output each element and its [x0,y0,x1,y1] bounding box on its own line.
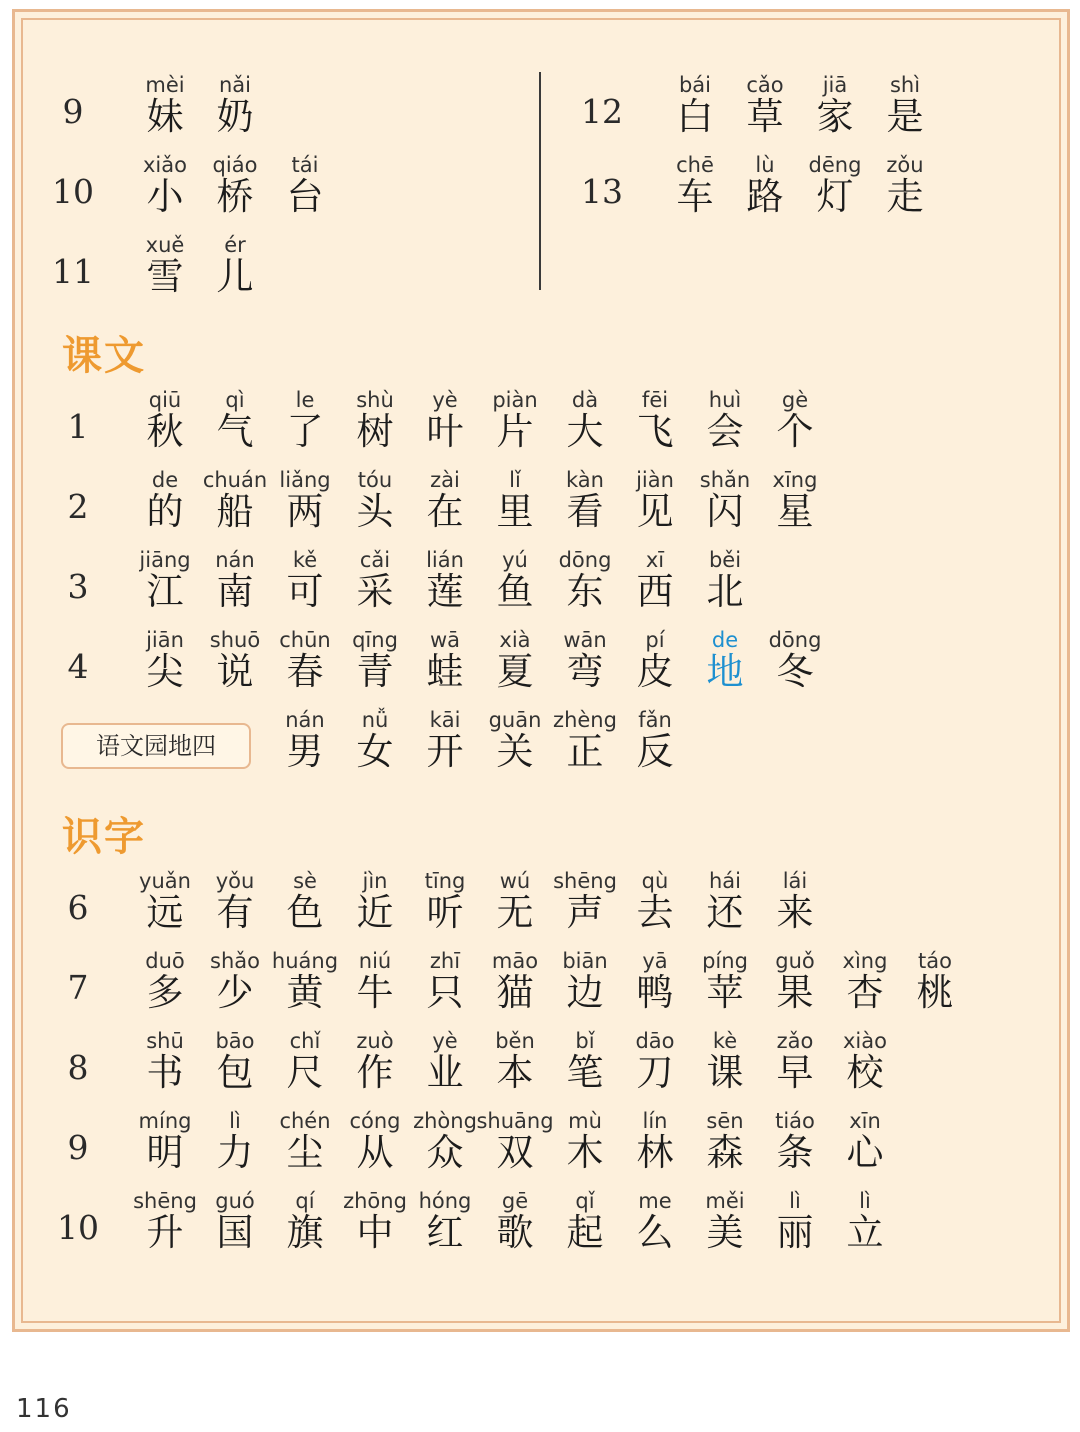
hanzi: 小 [146,175,184,218]
pinyin: de [711,628,739,652]
pinyin: yǒu [215,869,255,893]
hanzi: 白 [676,95,714,138]
hanzi: 尺 [286,1051,324,1094]
pinyin: tīng [424,869,466,893]
hanzi: 心 [846,1131,884,1174]
pinyin: pí [645,628,665,652]
pinyin: zǎo [776,1029,814,1053]
pinyin: lián [426,548,464,572]
lesson-row [0,152,530,232]
lesson-row [0,387,1000,467]
hanzi: 旗 [286,1211,324,1254]
pinyin: gē [501,1189,529,1213]
hanzi: 条 [776,1131,814,1174]
hanzi: 听 [426,891,464,934]
lesson-row [0,868,1000,948]
char-cell [690,547,760,627]
pinyin: wā [429,628,461,652]
lesson-row [0,948,1000,1028]
lesson-number: 9 [67,1128,89,1167]
hanzi: 大 [566,410,604,453]
hanzi: 走 [886,175,924,218]
pinyin: māo [491,949,539,973]
pinyin: dōng [558,548,612,572]
pinyin: tóu [357,468,393,492]
hanzi: 起 [566,1211,604,1254]
hanzi: 星 [776,490,814,533]
char-cell [760,387,830,467]
pinyin: dà [571,388,599,412]
pinyin: nǚ [361,708,389,732]
hanzi: 色 [286,891,324,934]
pinyin: yè [432,388,458,412]
pinyin: sè [293,869,317,893]
pinyin: zhèng [553,708,617,732]
pinyin: shuāng [476,1109,554,1133]
char-cell [620,707,690,787]
pinyin: xī [645,548,665,572]
hanzi: 男 [286,730,324,773]
pinyin: shēng [553,869,617,893]
lesson-number: 4 [67,647,89,686]
hanzi: 木 [566,1131,604,1174]
hanzi: 书 [146,1051,184,1094]
pinyin: jiā [822,73,848,97]
char-cell [760,627,830,707]
hanzi: 奶 [216,95,254,138]
lesson-row [560,72,980,152]
pinyin: fǎn [638,708,672,732]
lesson-row [0,547,1000,627]
pinyin: jiāng [139,548,191,572]
pinyin: yè [432,1029,458,1053]
hanzi: 有 [216,891,254,934]
hanzi: 春 [286,650,324,693]
pinyin: yuǎn [139,869,191,893]
hanzi: 苹 [706,971,744,1014]
pinyin: guān [488,708,542,732]
hanzi: 闪 [706,490,744,533]
lesson-row [0,72,530,152]
pinyin: huáng [271,949,339,973]
hanzi: 美 [706,1211,744,1254]
char-cell [900,948,970,1028]
hanzi: 可 [286,570,324,613]
pinyin: zuò [356,1029,394,1053]
hanzi: 杏 [846,971,884,1014]
hanzi: 升 [146,1211,184,1254]
pinyin: mèi [145,73,185,97]
pinyin: shǎo [210,949,260,973]
pinyin: qiáo [212,153,258,177]
char-cell [830,1188,900,1268]
pinyin: biān [562,949,608,973]
hanzi: 西 [636,570,674,613]
pinyin: ér [224,233,246,257]
char-cell [870,72,940,152]
pinyin: zài [430,468,460,492]
yuwen-yuandi-tag: 语文园地四 [61,723,251,769]
lesson-number: 10 [52,172,94,211]
lesson-row [0,232,530,312]
pinyin: kě [292,548,318,572]
pinyin: xìng [842,949,888,973]
hanzi: 国 [216,1211,254,1254]
pinyin: nán [215,548,255,572]
hanzi: 尘 [286,1131,324,1174]
pinyin: táo [918,949,952,973]
lesson-number: 2 [67,487,89,526]
lesson-row [560,152,980,232]
pinyin: dāo [635,1029,675,1053]
pinyin: chén [279,1109,331,1133]
pinyin: kàn [566,468,604,492]
pinyin: jiàn [636,468,674,492]
hanzi: 么 [636,1211,674,1254]
pinyin: měi [705,1189,745,1213]
hanzi: 家 [816,95,854,138]
pinyin: bāo [215,1029,255,1053]
pinyin: xià [499,628,531,652]
hanzi: 无 [496,891,534,934]
lesson-number: 12 [581,92,623,131]
pinyin: zhòng [413,1109,477,1133]
hanzi: 叶 [426,410,464,453]
pinyin: cóng [349,1109,401,1133]
lesson-number: 10 [57,1208,99,1247]
pinyin: jìn [362,869,388,893]
hanzi: 片 [496,410,534,453]
hanzi: 两 [286,490,324,533]
hanzi: 见 [636,490,674,533]
lesson-row [0,1028,1000,1108]
hanzi: 中 [356,1211,394,1254]
hanzi: 红 [426,1211,464,1254]
pinyin: shuō [209,628,261,652]
hanzi: 皮 [636,650,674,693]
hanzi: 反 [636,730,674,773]
pinyin: wú [499,869,531,893]
pinyin: zhōng [343,1189,407,1213]
hanzi: 秋 [146,410,184,453]
pinyin: tái [291,153,319,177]
pinyin: chūn [279,628,331,652]
hanzi: 笔 [566,1051,604,1094]
hanzi: 去 [636,891,674,934]
pinyin: hái [708,869,741,893]
pinyin: qīng [352,628,398,652]
pinyin: qí [295,1189,315,1213]
hanzi: 牛 [356,971,394,1014]
pinyin: lín [642,1109,668,1133]
pinyin: wān [563,628,607,652]
hanzi: 青 [356,650,394,693]
hanzi: 森 [706,1131,744,1174]
hanzi: 雪 [146,255,184,298]
hanzi: 地 [706,650,744,693]
pinyin: lái [782,869,808,893]
hanzi: 里 [496,490,534,533]
hanzi: 果 [776,971,814,1014]
lesson-number: 1 [67,407,89,446]
hanzi: 包 [216,1051,254,1094]
hanzi: 早 [776,1051,814,1094]
hanzi: 猫 [496,971,534,1014]
hanzi: 冬 [776,650,814,693]
pinyin: qǐ [575,1189,595,1213]
char-cell [830,1108,900,1188]
pinyin: sēn [706,1109,744,1133]
pinyin: gè [781,388,809,412]
char-cell [760,467,830,547]
pinyin: qù [641,869,669,893]
hanzi: 说 [216,650,254,693]
pinyin: hóng [418,1189,472,1213]
char-cell [760,868,830,948]
hanzi: 课 [706,1051,744,1094]
pinyin: niú [358,949,392,973]
hanzi: 灯 [816,175,854,218]
hanzi: 采 [356,570,394,613]
section-title-kewen: 课文 [62,333,146,379]
pinyin: me [638,1189,672,1213]
pinyin: míng [138,1109,192,1133]
hanzi: 妹 [146,95,184,138]
hanzi: 多 [146,971,184,1014]
hanzi: 尖 [146,650,184,693]
hanzi: 桃 [916,971,954,1014]
lesson-row [0,1188,1000,1268]
pinyin: nǎi [218,73,251,97]
hanzi: 北 [706,570,744,613]
hanzi: 从 [356,1131,394,1174]
hanzi: 只 [426,971,464,1014]
pinyin: kè [712,1029,738,1053]
hanzi: 关 [496,730,534,773]
hanzi: 看 [566,490,604,533]
lesson-row [0,467,1000,547]
hanzi: 桥 [216,175,254,218]
pinyin: nán [285,708,325,732]
hanzi: 开 [426,730,464,773]
pinyin: guǒ [775,949,815,973]
hanzi: 明 [146,1131,184,1174]
pinyin: xīn [849,1109,881,1133]
pinyin: shì [889,73,921,97]
hanzi: 林 [636,1131,674,1174]
lesson-number: 3 [67,567,89,606]
hanzi: 刀 [636,1051,674,1094]
hanzi: 歌 [496,1211,534,1254]
pinyin: huì [708,388,742,412]
page-number: 116 [16,1394,72,1424]
hanzi: 本 [496,1051,534,1094]
hanzi: 还 [706,891,744,934]
hanzi: 鸭 [636,971,674,1014]
pinyin: kāi [429,708,461,732]
pinyin: xuě [145,233,185,257]
pinyin: shēng [133,1189,197,1213]
hanzi: 的 [146,490,184,533]
hanzi: 蛙 [426,650,464,693]
pinyin: fēi [641,388,669,412]
pinyin: lǐ [509,468,521,492]
char-cell [830,1028,900,1108]
hanzi: 鱼 [496,570,534,613]
pinyin: guó [215,1189,255,1213]
pinyin: cǎi [359,548,391,572]
hanzi: 树 [356,410,394,453]
hanzi: 东 [566,570,604,613]
pinyin: chuán [202,468,268,492]
hanzi: 会 [706,410,744,453]
hanzi: 车 [676,175,714,218]
pinyin: qì [225,388,245,412]
pinyin: shǎn [699,468,751,492]
pinyin: lì [229,1109,241,1133]
hanzi: 声 [566,891,604,934]
pinyin: shù [356,388,394,412]
lesson-number: 13 [581,172,623,211]
pinyin: lì [789,1189,801,1213]
pinyin: zǒu [886,153,924,177]
char-cell [200,232,270,312]
pinyin: cǎo [746,73,784,97]
pinyin: xiào [843,1029,887,1053]
lesson-row [0,1108,1000,1188]
hanzi: 是 [886,95,924,138]
hanzi: 夏 [496,650,534,693]
lesson-number: 7 [67,968,89,1007]
pinyin: běn [495,1029,535,1053]
char-cell [870,152,940,232]
pinyin: yā [642,949,668,973]
column-divider [539,72,541,290]
hanzi: 近 [356,891,394,934]
hanzi: 双 [496,1131,534,1174]
pinyin: chǐ [289,1029,321,1053]
hanzi: 来 [776,891,814,934]
pinyin: yú [502,548,528,572]
lesson-number: 11 [52,252,94,291]
hanzi: 在 [426,490,464,533]
hanzi: 船 [216,490,254,533]
hanzi: 力 [216,1131,254,1174]
hanzi: 弯 [566,650,604,693]
hanzi: 气 [216,410,254,453]
hanzi: 台 [286,175,324,218]
hanzi: 远 [146,891,184,934]
lesson-row [0,707,1000,787]
pinyin: shū [146,1029,184,1053]
pinyin: dēng [808,153,862,177]
hanzi: 了 [286,410,324,453]
hanzi: 正 [566,730,604,773]
pinyin: de [151,468,179,492]
hanzi: 江 [146,570,184,613]
pinyin: xīng [772,468,818,492]
pinyin: xiǎo [143,153,187,177]
hanzi: 立 [846,1211,884,1254]
pinyin: liǎng [279,468,331,492]
pinyin: dōng [768,628,822,652]
pinyin: duō [145,949,185,973]
pinyin: bǐ [575,1029,595,1053]
pinyin: tiáo [775,1109,815,1133]
pinyin: lù [755,153,775,177]
hanzi: 黄 [286,971,324,1014]
hanzi: 业 [426,1051,464,1094]
pinyin: píng [702,949,748,973]
hanzi: 飞 [636,410,674,453]
hanzi: 草 [746,95,784,138]
hanzi: 边 [566,971,604,1014]
hanzi: 莲 [426,570,464,613]
lesson-row [0,627,1000,707]
section-title-shizi: 识字 [62,814,146,860]
char-cell [200,72,270,152]
char-cell [270,152,340,232]
pinyin: zhī [429,949,461,973]
hanzi: 南 [216,570,254,613]
pinyin: běi [708,548,742,572]
hanzi: 头 [356,490,394,533]
pinyin: piàn [492,388,538,412]
lesson-number: 9 [62,92,84,131]
pinyin: lì [859,1189,871,1213]
hanzi: 校 [846,1051,884,1094]
hanzi: 路 [746,175,784,218]
pinyin: mù [568,1109,602,1133]
hanzi: 作 [356,1051,394,1094]
hanzi: 众 [426,1131,464,1174]
lesson-number: 6 [67,888,89,927]
hanzi: 个 [776,410,814,453]
hanzi: 少 [216,971,254,1014]
pinyin: le [295,388,315,412]
lesson-number: 8 [67,1048,89,1087]
pinyin: bái [678,73,712,97]
hanzi: 女 [356,730,394,773]
pinyin: chē [676,153,714,177]
hanzi: 儿 [216,255,254,298]
hanzi: 丽 [776,1211,814,1254]
pinyin: qiū [148,388,182,412]
pinyin: jiān [146,628,184,652]
